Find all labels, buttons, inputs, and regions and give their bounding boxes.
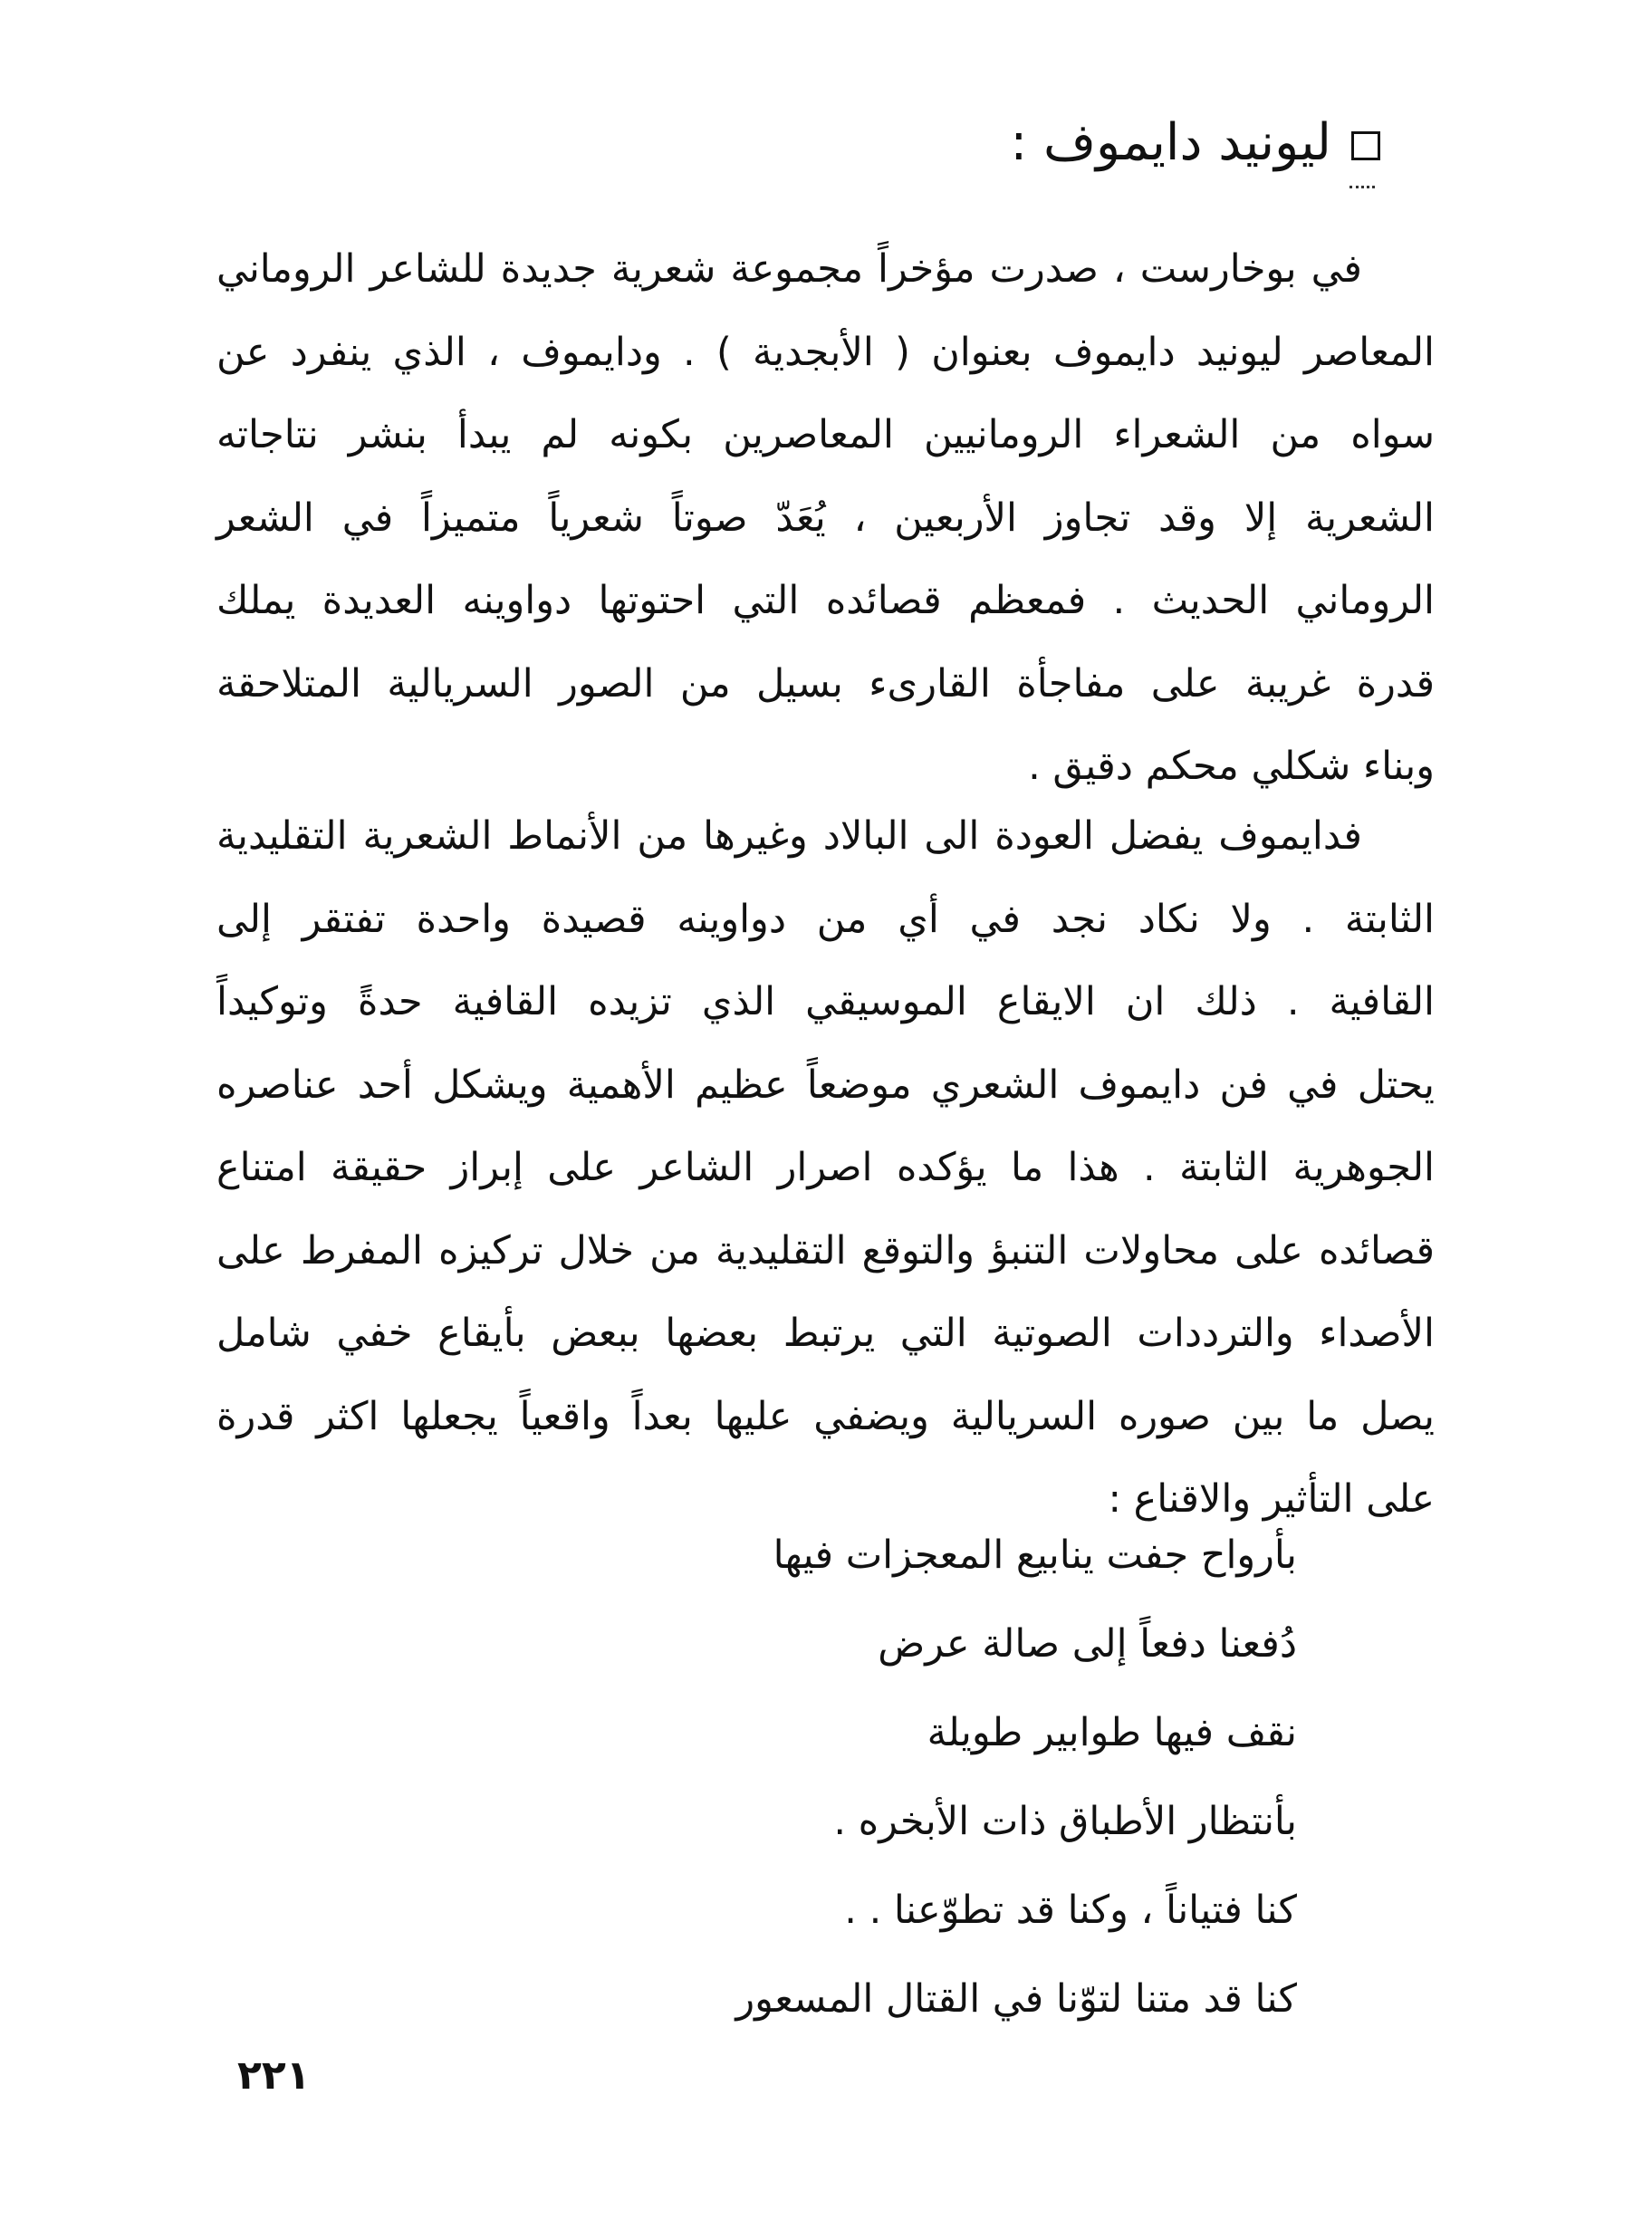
paragraph-2 [216, 795, 1435, 1542]
poem-line: بأنتظار الأطباق ذات الأبخره . [833, 1799, 1297, 1844]
paragraph-line: الروماني الحديث . فمعظم قصائده التي احتوتها دواوينه العديدة يملك [216, 578, 1435, 623]
paragraph-line: فدايموف يفضل العودة الى البالاد وغيرها من الأنماط الشعرية التقليدية [216, 813, 1362, 859]
poem-line: بأرواح جفت ينابيع المعجزات فيها [773, 1533, 1297, 1578]
poem-line: نقف فيها طوابير طويلة [927, 1710, 1297, 1755]
paragraph-line: في بوخارست ، صدرت مؤخراً مجموعة شعرية جديدة للشاعر الروماني [216, 246, 1362, 292]
paragraph-line: يصل ما بين صوره السريالية ويضفي عليها بعداً واقعياً يجعلها اكثر قدرة [216, 1393, 1435, 1439]
page-number: ٢٢١ [237, 2052, 311, 2099]
paragraph-line: يحتل في فن دايموف الشعري موضعاً عظيم الأهمية ويشكل أحد عناصره [216, 1062, 1435, 1108]
heading-title: ليونيد دايموف : [1010, 113, 1331, 172]
heading-square-bullet-icon [1351, 131, 1380, 160]
poem-line: كنا فتياناً ، وكنا قد تطوّعنا . . [844, 1888, 1297, 1933]
paragraph-line: على التأثير والاقناع : [1108, 1476, 1435, 1522]
paragraph-line: الجوهرية الثابتة . هذا ما يؤكده اصرار الشاعر على إبراز حقيقة امتناع [216, 1145, 1435, 1190]
paragraph-line: وبناء شكلي محكم دقيق . [1028, 744, 1435, 789]
paragraph-line: الأصداء والترددات الصوتية التي يرتبط بعضها ببعض بأيقاع خفي شامل [216, 1311, 1435, 1356]
paragraph-line: الشعرية إلا وقد تجاوز الأربعين ، يُعَدّ صوتاً شعرياً متميزاً في الشعر [216, 495, 1435, 541]
paragraph-1 [216, 228, 1435, 809]
poem-excerpt [735, 1511, 1297, 2043]
paragraph-line: القافية . ذلك ان الايقاع الموسيقي الذي تزيده القافية حدةً وتوكيداً [216, 979, 1435, 1024]
section-heading [1010, 107, 1380, 179]
paragraph-line: سواه من الشعراء الرومانيين المعاصرين بكونه لم يبدأ بنشر نتاجاته [216, 412, 1435, 457]
poem-line: كنا قد متنا لتوّنا في القتال المسعور [735, 1976, 1297, 2022]
paragraph-line: قدرة غريبة على مفاجأة القارىء بسيل من الصور السريالية المتلاحقة [216, 660, 1435, 706]
paragraph-line: الثابتة . ولا نكاد نجد في أي من دواوينه قصيدة واحدة تفتقر إلى [216, 896, 1435, 942]
paragraph-line: المعاصر ليونيد دايموف بعنوان ( الأبجدية ) . ودايموف ، الذي ينفرد عن [216, 329, 1435, 375]
paragraph-line: قصائده على محاولات التنبؤ والتوقع التقليدية من خلال تركيزه المفرط على [216, 1227, 1435, 1273]
poem-line: دُفعنا دفعاً إلى صالة عرض [878, 1621, 1297, 1667]
heading-dotted-rule [1349, 186, 1375, 188]
